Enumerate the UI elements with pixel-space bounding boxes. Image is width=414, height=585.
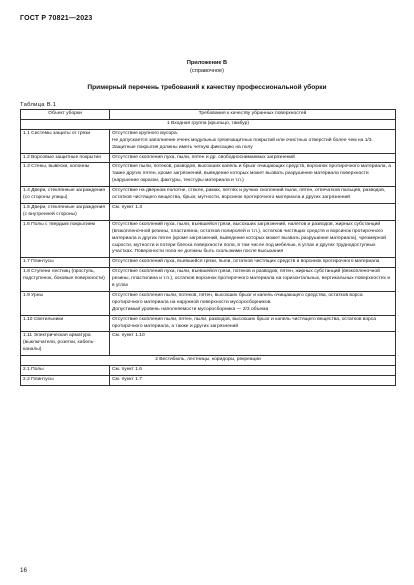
table-header-row <box>21 110 396 120</box>
section-heading: 2 Вестибюль, лестницы, коридоры, рекреации <box>21 356 396 366</box>
section-row <box>21 119 396 129</box>
requirements-cell <box>110 291 396 315</box>
appendix-title: Приложение В <box>186 60 228 66</box>
requirement-text: Отсутствие скоплений пуха, въевшейся грязи, пыли, остатков чистящих средств и ворсинок протирочного материала <box>112 259 380 265</box>
section-heading: 1 Входная группа (крыльцо, тамбур) <box>21 119 396 129</box>
requirement-text: Отсутствие пыли, потеков, разводов, высохших капель и брызг очищающих средств, ворсинок протирочного материала, а также других пятен, кроме загрязнений, выведение которых может вызвать разрушение материала поверхности (нарушение окраски, фактуры, текстуры материала и т.п.) <box>112 164 391 184</box>
object-cell: 1.4 Двери, стеклянные заграждения (со стороны улицы) <box>21 187 110 204</box>
requirement-text: Допустимый уровень наполняемости мусоросборника — 2/3 объема <box>112 306 269 312</box>
table-row <box>21 332 396 356</box>
requirement-text: Защитные покрытия должны иметь четкую фиксацию на полу <box>112 144 253 150</box>
table-row <box>21 153 396 163</box>
object-cell: 1.5 Двери, стеклянные заграждения (с внутренней стороны) <box>21 203 110 220</box>
requirements-cell <box>110 376 396 386</box>
requirement-text: Отсутствие крупного мусора. <box>112 130 179 136</box>
requirements-cell <box>110 366 396 376</box>
column-header-requirements: Требования к качеству убранных поверхностей <box>110 110 396 120</box>
requirements-table <box>20 109 396 386</box>
document-code: ГОСТ Р 70821—2023 <box>20 15 93 22</box>
requirement-text: Не допускается заполнение ячеек модульных грязезащитных покрытий или очистных отверстий более чем на 1/3. <box>112 137 373 143</box>
table-row <box>21 129 396 153</box>
requirement-text: Отсутствие на дверном полотне, стекле, рамах, петлях и ручках скоплений пыли, пятен, отпечатков пальцев, разводов, остатков чистящего вещества, брызг, мутности, ворсинок протирочного материала и других загрязнений <box>112 188 386 201</box>
object-cell: 1.11 Электрическая арматура (выключатели, розетки, кабель-каналы) <box>21 332 110 356</box>
table-row <box>21 258 396 268</box>
requirement-text: Отсутствие скопления пуха, пыли, пятен и др. свободноснимаемых загрязнений <box>112 154 295 160</box>
object-cell: 2.1 Полы <box>21 366 110 376</box>
object-cell: 1.6 Полы с твердым покрытием <box>21 220 110 258</box>
object-cell: 1.1 Системы защиты от грязи <box>21 129 110 153</box>
table-row <box>21 291 396 315</box>
requirement-text: См. пункт 1.6 <box>112 367 142 373</box>
table-caption: Таблица В.1 <box>20 102 57 108</box>
table-row <box>21 315 396 332</box>
column-header-object: Объект уборки <box>21 110 110 120</box>
object-cell: 1.2 Ворсовые защитные покрытия <box>21 153 110 163</box>
object-cell: 1.9 Урны <box>21 291 110 315</box>
requirements-cell <box>110 203 396 220</box>
requirement-text: Отсутствие скопления пыли, пятен, пыли, разводов, высохших брызг и капель чистящего вещества, остатков ворса протирочного материала, а также и других загрязнений <box>112 316 376 329</box>
table-row <box>21 163 396 187</box>
requirements-cell <box>110 220 396 258</box>
object-cell: 2.2 Плинтусы <box>21 376 110 386</box>
requirements-cell <box>110 153 396 163</box>
requirement-text: См. пункт 1.3 <box>112 204 142 210</box>
object-cell: 1.3 Стены, вывески, колонны <box>21 163 110 187</box>
appendix-note: (справочное) <box>190 68 224 74</box>
requirement-text: Отсутствие скопления пыли, потеков, пятен, высохших брызг и капель очищающего средства, остатков ворса протирочного материала на наружной поверхности мусоросборников. <box>112 292 363 305</box>
requirement-text: Отсутствие скоплений пуха, пыли, въевшейся грязи, высохших загрязнений, налетов и разводов, жирных субстанций (вязкопленочной резины, пластилина, остатков полиролей и т.п.), остатков чистящих средств и ворсинок протирочного материала и других пятен (кроме загрязнений, выведение которых может вызвать разрушение материала), чрезмерной сырости, мутности и потери блеска поверхности пола, в том числе под мебелью, в углах и других труднодоступных участках. Поверхности пола не должны быть скользкими после высыхания <box>112 221 387 255</box>
requirements-cell <box>110 187 396 204</box>
appendix-heading: Примерный перечень требований к качеству профессиональной уборки <box>87 84 327 91</box>
requirement-text: Отсутствие скоплений пуха, пыли, въевшейся грязи, потеков и разводов, пятен, жирных субстанций (вязкопленочной резины, пластилина и т.п.), остатков ворсинок протирочного материала на горизонтальных, вертикальных поверхностях и в углах <box>112 269 391 289</box>
requirements-cell <box>110 129 396 153</box>
object-cell: 1.7 Плинтусы <box>21 258 110 268</box>
page-number: 16 <box>20 567 27 574</box>
section-row <box>21 356 396 366</box>
requirements-cell <box>110 163 396 187</box>
table-row <box>21 220 396 258</box>
table-row <box>21 187 396 204</box>
object-cell: 1.8 Ступени лестниц (проступь, подступенок, боковые поверхности) <box>21 268 110 292</box>
table-row <box>21 203 396 220</box>
requirement-text: См. пункт 1.10 <box>112 333 145 339</box>
table-row <box>21 268 396 292</box>
requirements-cell <box>110 268 396 292</box>
requirements-cell <box>110 332 396 356</box>
table-row <box>21 366 396 376</box>
table-row <box>21 376 396 386</box>
object-cell: 1.10 Светильники <box>21 315 110 332</box>
requirements-cell <box>110 315 396 332</box>
requirements-cell <box>110 258 396 268</box>
requirement-text: См. пункт 1.7 <box>112 377 142 382</box>
